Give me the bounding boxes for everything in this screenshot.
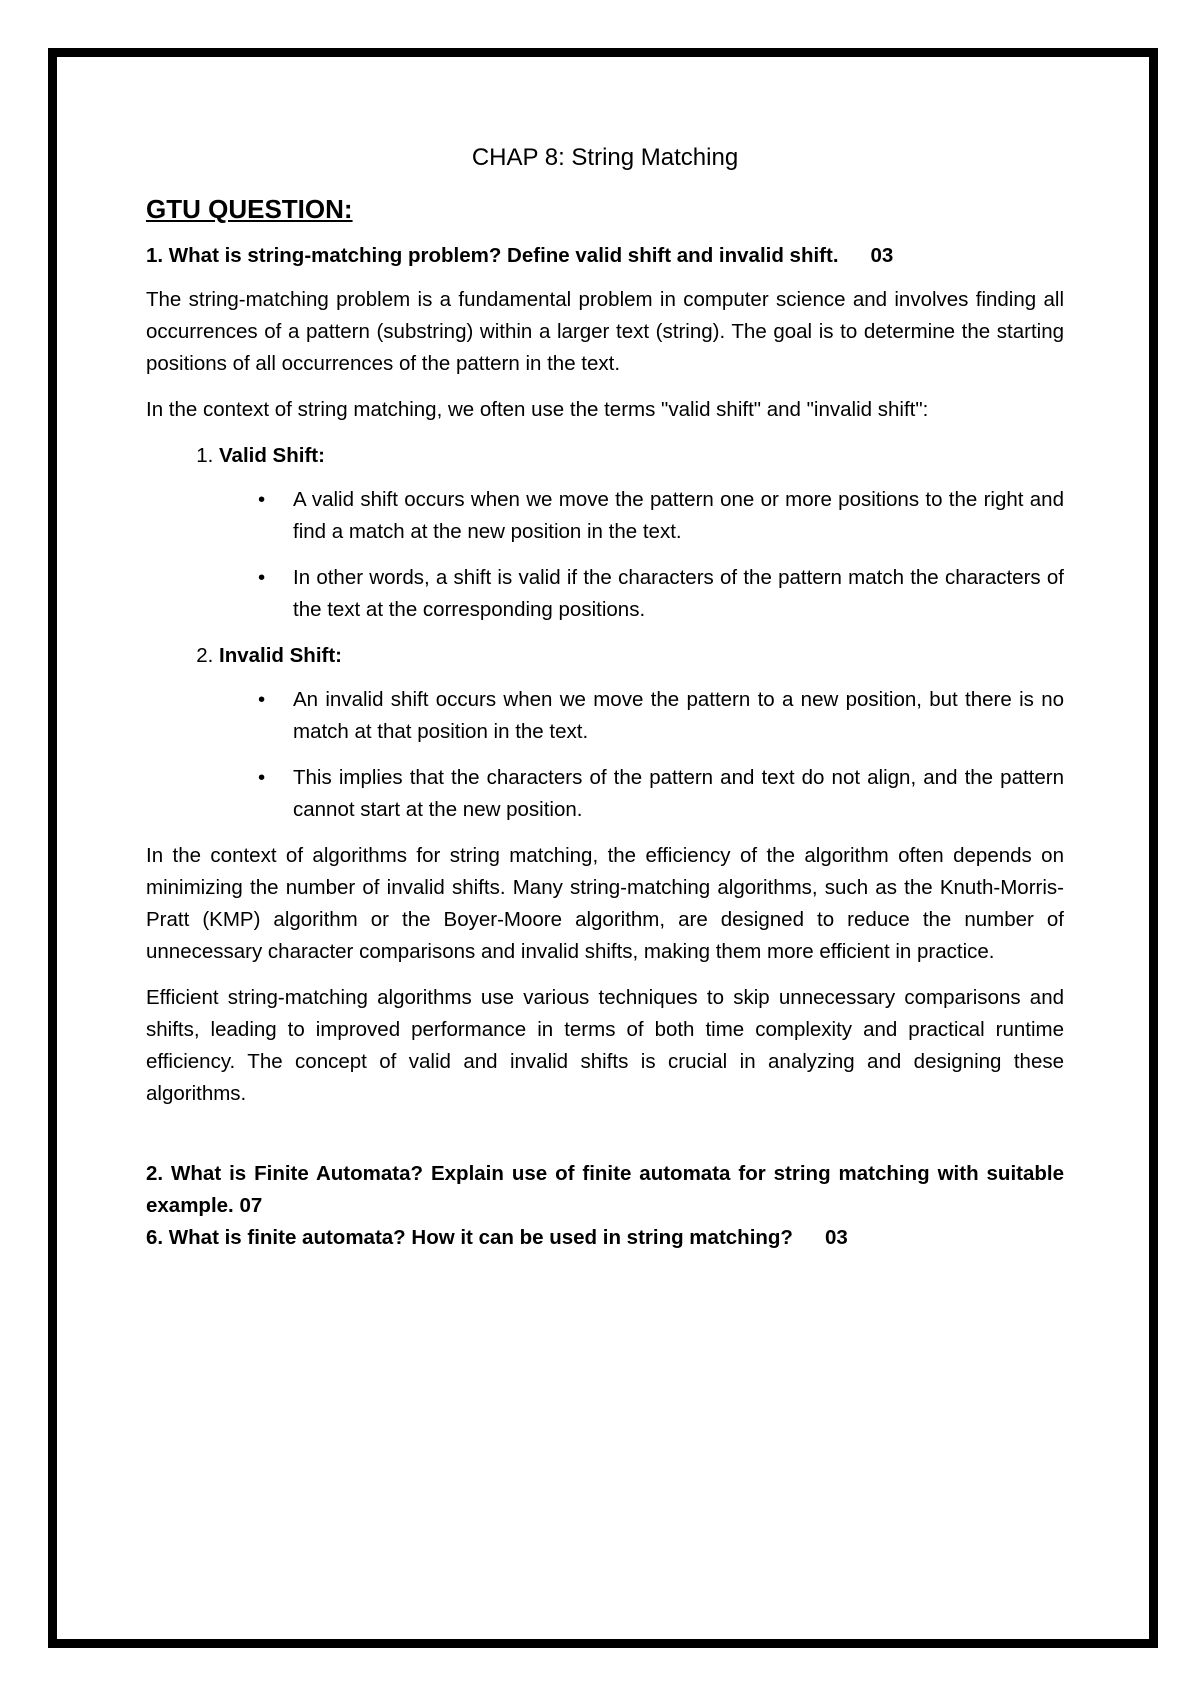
question-1-text: 1. What is string-matching problem? Define valid shift and invalid shift.	[146, 244, 839, 267]
bullet-item: • An invalid shift occurs when we move the pattern to a new position, but there is no match at that position in the text.	[293, 684, 1064, 748]
invalid-shift-heading: 2. Invalid Shift:	[219, 644, 342, 667]
shift-definitions-list	[146, 440, 1064, 826]
outro-paragraph-2: Efficient string-matching algorithms use various techniques to skip unnecessary comparisons and shifts, leading to improved performance in terms of both time complexity and practical runtime efficiency. The concept of valid and invalid shifts is crucial in analyzing and designing these algorithms.	[146, 986, 1064, 1105]
bullet-item: • A valid shift occurs when we move the pattern one or more positions to the right and find a match at the new position in the text.	[293, 484, 1064, 548]
section-heading: GTU QUESTION:	[146, 194, 353, 224]
valid-shift-heading: 1. Valid Shift:	[219, 444, 325, 467]
spacer	[146, 1124, 1064, 1158]
bullet-item: • This implies that the characters of the pattern and text do not align, and the pattern cannot start at the new position.	[293, 762, 1064, 826]
question-1	[146, 240, 1064, 272]
question-6-text: 6. What is finite automata? How it can be used in string matching?	[146, 1226, 793, 1249]
list-item-invalid-shift	[219, 640, 1064, 826]
bullet-item: • In other words, a shift is valid if the characters of the pattern match the characters of the text at the corresponding positions.	[293, 562, 1064, 626]
question-2: 2. What is Finite Automata? Explain use of finite automata for string matching with suitable example. 07	[146, 1162, 1064, 1217]
outro-paragraph-1: In the context of algorithms for string matching, the efficiency of the algorithm often depends on minimizing the number of invalid shifts. Many string-matching algorithms, such as the Knuth-Morris-Pratt (KMP) algorithm or the Boyer-Moore algorithm, are designed to reduce the number of unnecessary character comparisons and invalid shifts, making them more efficient in practice.	[146, 844, 1064, 963]
question-6-marks: 03	[824, 1226, 848, 1249]
intro-paragraph-2: In the context of string matching, we often use the terms "valid shift" and "invalid shift":	[146, 398, 929, 421]
question-6	[146, 1222, 1064, 1254]
valid-shift-bullets	[219, 484, 1064, 626]
page-title: CHAP 8: String Matching	[471, 144, 739, 171]
document-body	[146, 142, 1064, 1254]
question-1-marks: 03	[870, 244, 894, 267]
intro-paragraph-1: The string-matching problem is a fundamental problem in computer science and involves finding all occurrences of a pattern (substring) within a larger text (string). The goal is to determine the starting positions of all occurrences of the pattern in the text.	[146, 288, 1064, 375]
list-item-valid-shift	[219, 440, 1064, 626]
invalid-shift-bullets	[219, 684, 1064, 826]
